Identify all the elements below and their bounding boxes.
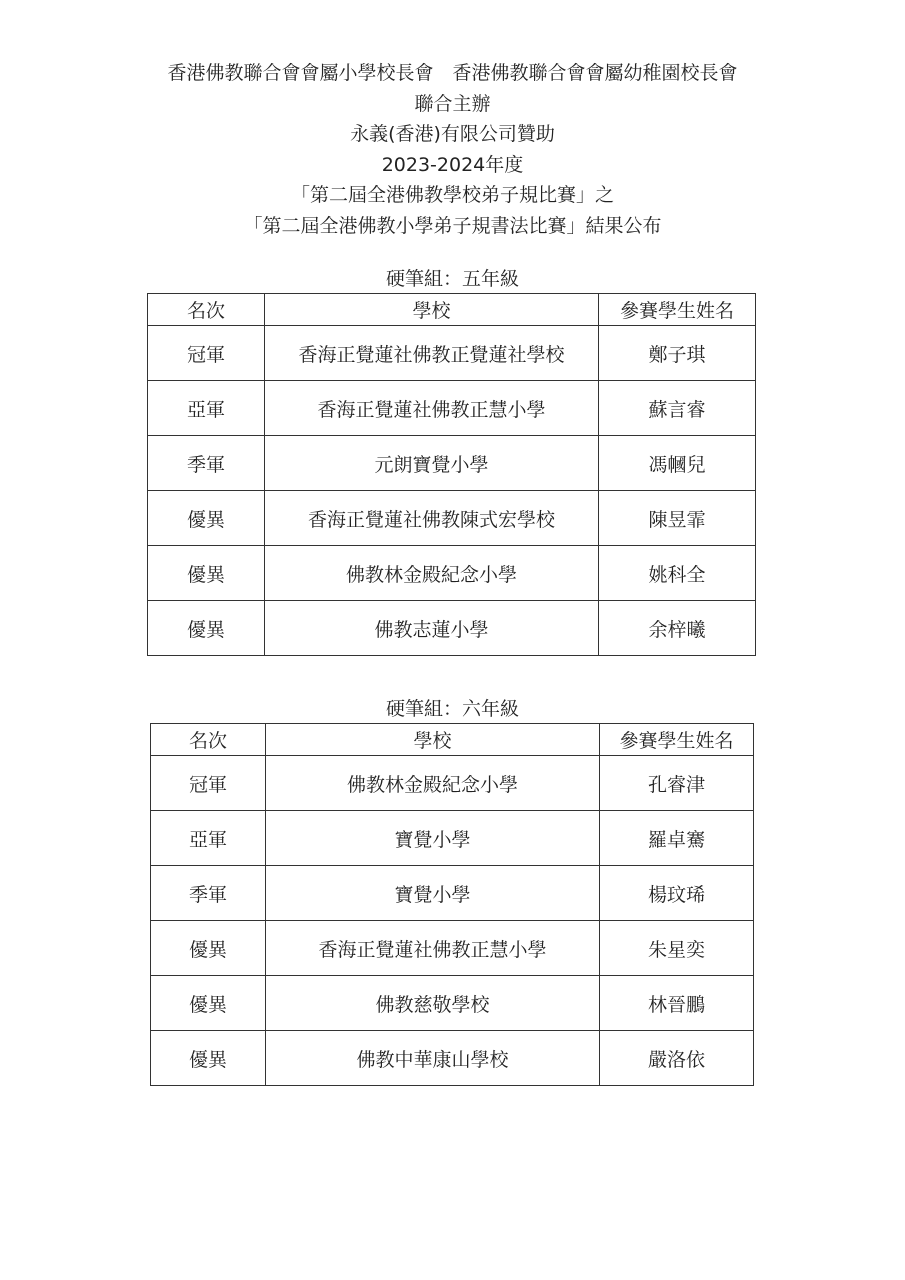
results-table-grade6 xyxy=(150,723,754,1086)
column-header-school: 學校 xyxy=(265,294,599,326)
school-cell: 香海正覺蓮社佛教正慧小學 xyxy=(265,381,599,436)
rank-cell: 優異 xyxy=(151,1031,266,1086)
student-cell: 林晉鵬 xyxy=(600,976,754,1031)
student-cell: 孔睿津 xyxy=(600,756,754,811)
school-cell: 佛教慈敬學校 xyxy=(266,976,600,1031)
rank-cell: 優異 xyxy=(148,491,265,546)
school-cell: 佛教中華康山學校 xyxy=(266,1031,600,1086)
year-line: 2023-2024年度 xyxy=(381,153,524,176)
sponsor-line: 永義(香港)有限公司贊助 xyxy=(350,123,555,145)
competition-name: 「第二屆全港佛教學校弟子規比賽」之 xyxy=(290,184,614,206)
column-header-student: 參賽學生姓名 xyxy=(600,724,754,756)
student-cell: 楊玟琋 xyxy=(600,866,754,921)
school-cell: 佛教志蓮小學 xyxy=(265,601,599,656)
student-cell: 朱星奕 xyxy=(600,921,754,976)
rank-cell: 優異 xyxy=(148,601,265,656)
rank-cell: 優異 xyxy=(151,921,266,976)
column-header-student: 參賽學生姓名 xyxy=(599,294,756,326)
school-cell: 香海正覺蓮社佛教正覺蓮社學校 xyxy=(265,326,599,381)
rank-cell: 優異 xyxy=(148,546,265,601)
table-row xyxy=(151,811,754,866)
rank-cell: 冠軍 xyxy=(148,326,265,381)
column-header-rank: 名次 xyxy=(151,724,266,756)
table-header-row xyxy=(151,724,754,756)
school-cell: 寶覺小學 xyxy=(266,866,600,921)
section-title-grade5: 硬筆組：五年級 xyxy=(385,268,519,290)
school-cell: 佛教林金殿紀念小學 xyxy=(265,546,599,601)
table-row xyxy=(151,866,754,921)
results-table-grade5 xyxy=(147,293,756,656)
student-cell: 余梓曦 xyxy=(599,601,756,656)
rank-cell: 季軍 xyxy=(148,436,265,491)
table-row xyxy=(151,756,754,811)
student-cell: 馮幗兒 xyxy=(599,436,756,491)
student-cell: 姚科全 xyxy=(599,546,756,601)
rank-cell: 優異 xyxy=(151,976,266,1031)
student-cell: 鄭子琪 xyxy=(599,326,756,381)
school-cell: 香海正覺蓮社佛教陳式宏學校 xyxy=(265,491,599,546)
rank-cell: 冠軍 xyxy=(151,756,266,811)
student-cell: 蘇言睿 xyxy=(599,381,756,436)
student-cell: 羅卓騫 xyxy=(600,811,754,866)
column-header-rank: 名次 xyxy=(148,294,265,326)
document-header xyxy=(0,58,905,241)
table-row xyxy=(148,546,756,601)
school-cell: 佛教林金殿紀念小學 xyxy=(266,756,600,811)
student-cell: 嚴洛依 xyxy=(600,1031,754,1086)
table-row xyxy=(148,601,756,656)
table-row xyxy=(148,491,756,546)
rank-cell: 亞軍 xyxy=(148,381,265,436)
school-cell: 寶覺小學 xyxy=(266,811,600,866)
table-row xyxy=(151,976,754,1031)
table-header-row xyxy=(148,294,756,326)
rank-cell: 季軍 xyxy=(151,866,266,921)
school-cell: 香海正覺蓮社佛教正慧小學 xyxy=(266,921,600,976)
student-cell: 陳昱霏 xyxy=(599,491,756,546)
co-organize-line: 聯合主辦 xyxy=(414,92,491,115)
table-row xyxy=(151,921,754,976)
table-row xyxy=(148,326,756,381)
table-row xyxy=(151,1031,754,1086)
rank-cell: 亞軍 xyxy=(151,811,266,866)
school-cell: 元朗寶覺小學 xyxy=(265,436,599,491)
table-row xyxy=(148,436,756,491)
section-title-grade6: 硬筆組：六年級 xyxy=(385,698,519,720)
table-row xyxy=(148,381,756,436)
column-header-school: 學校 xyxy=(266,724,600,756)
organizer-line: 香港佛教聯合會會屬小學校長會 香港佛教聯合會會屬幼稚園校長會 xyxy=(167,62,738,84)
results-title: 「第二屆全港佛教小學弟子規書法比賽」結果公布 xyxy=(243,214,662,237)
